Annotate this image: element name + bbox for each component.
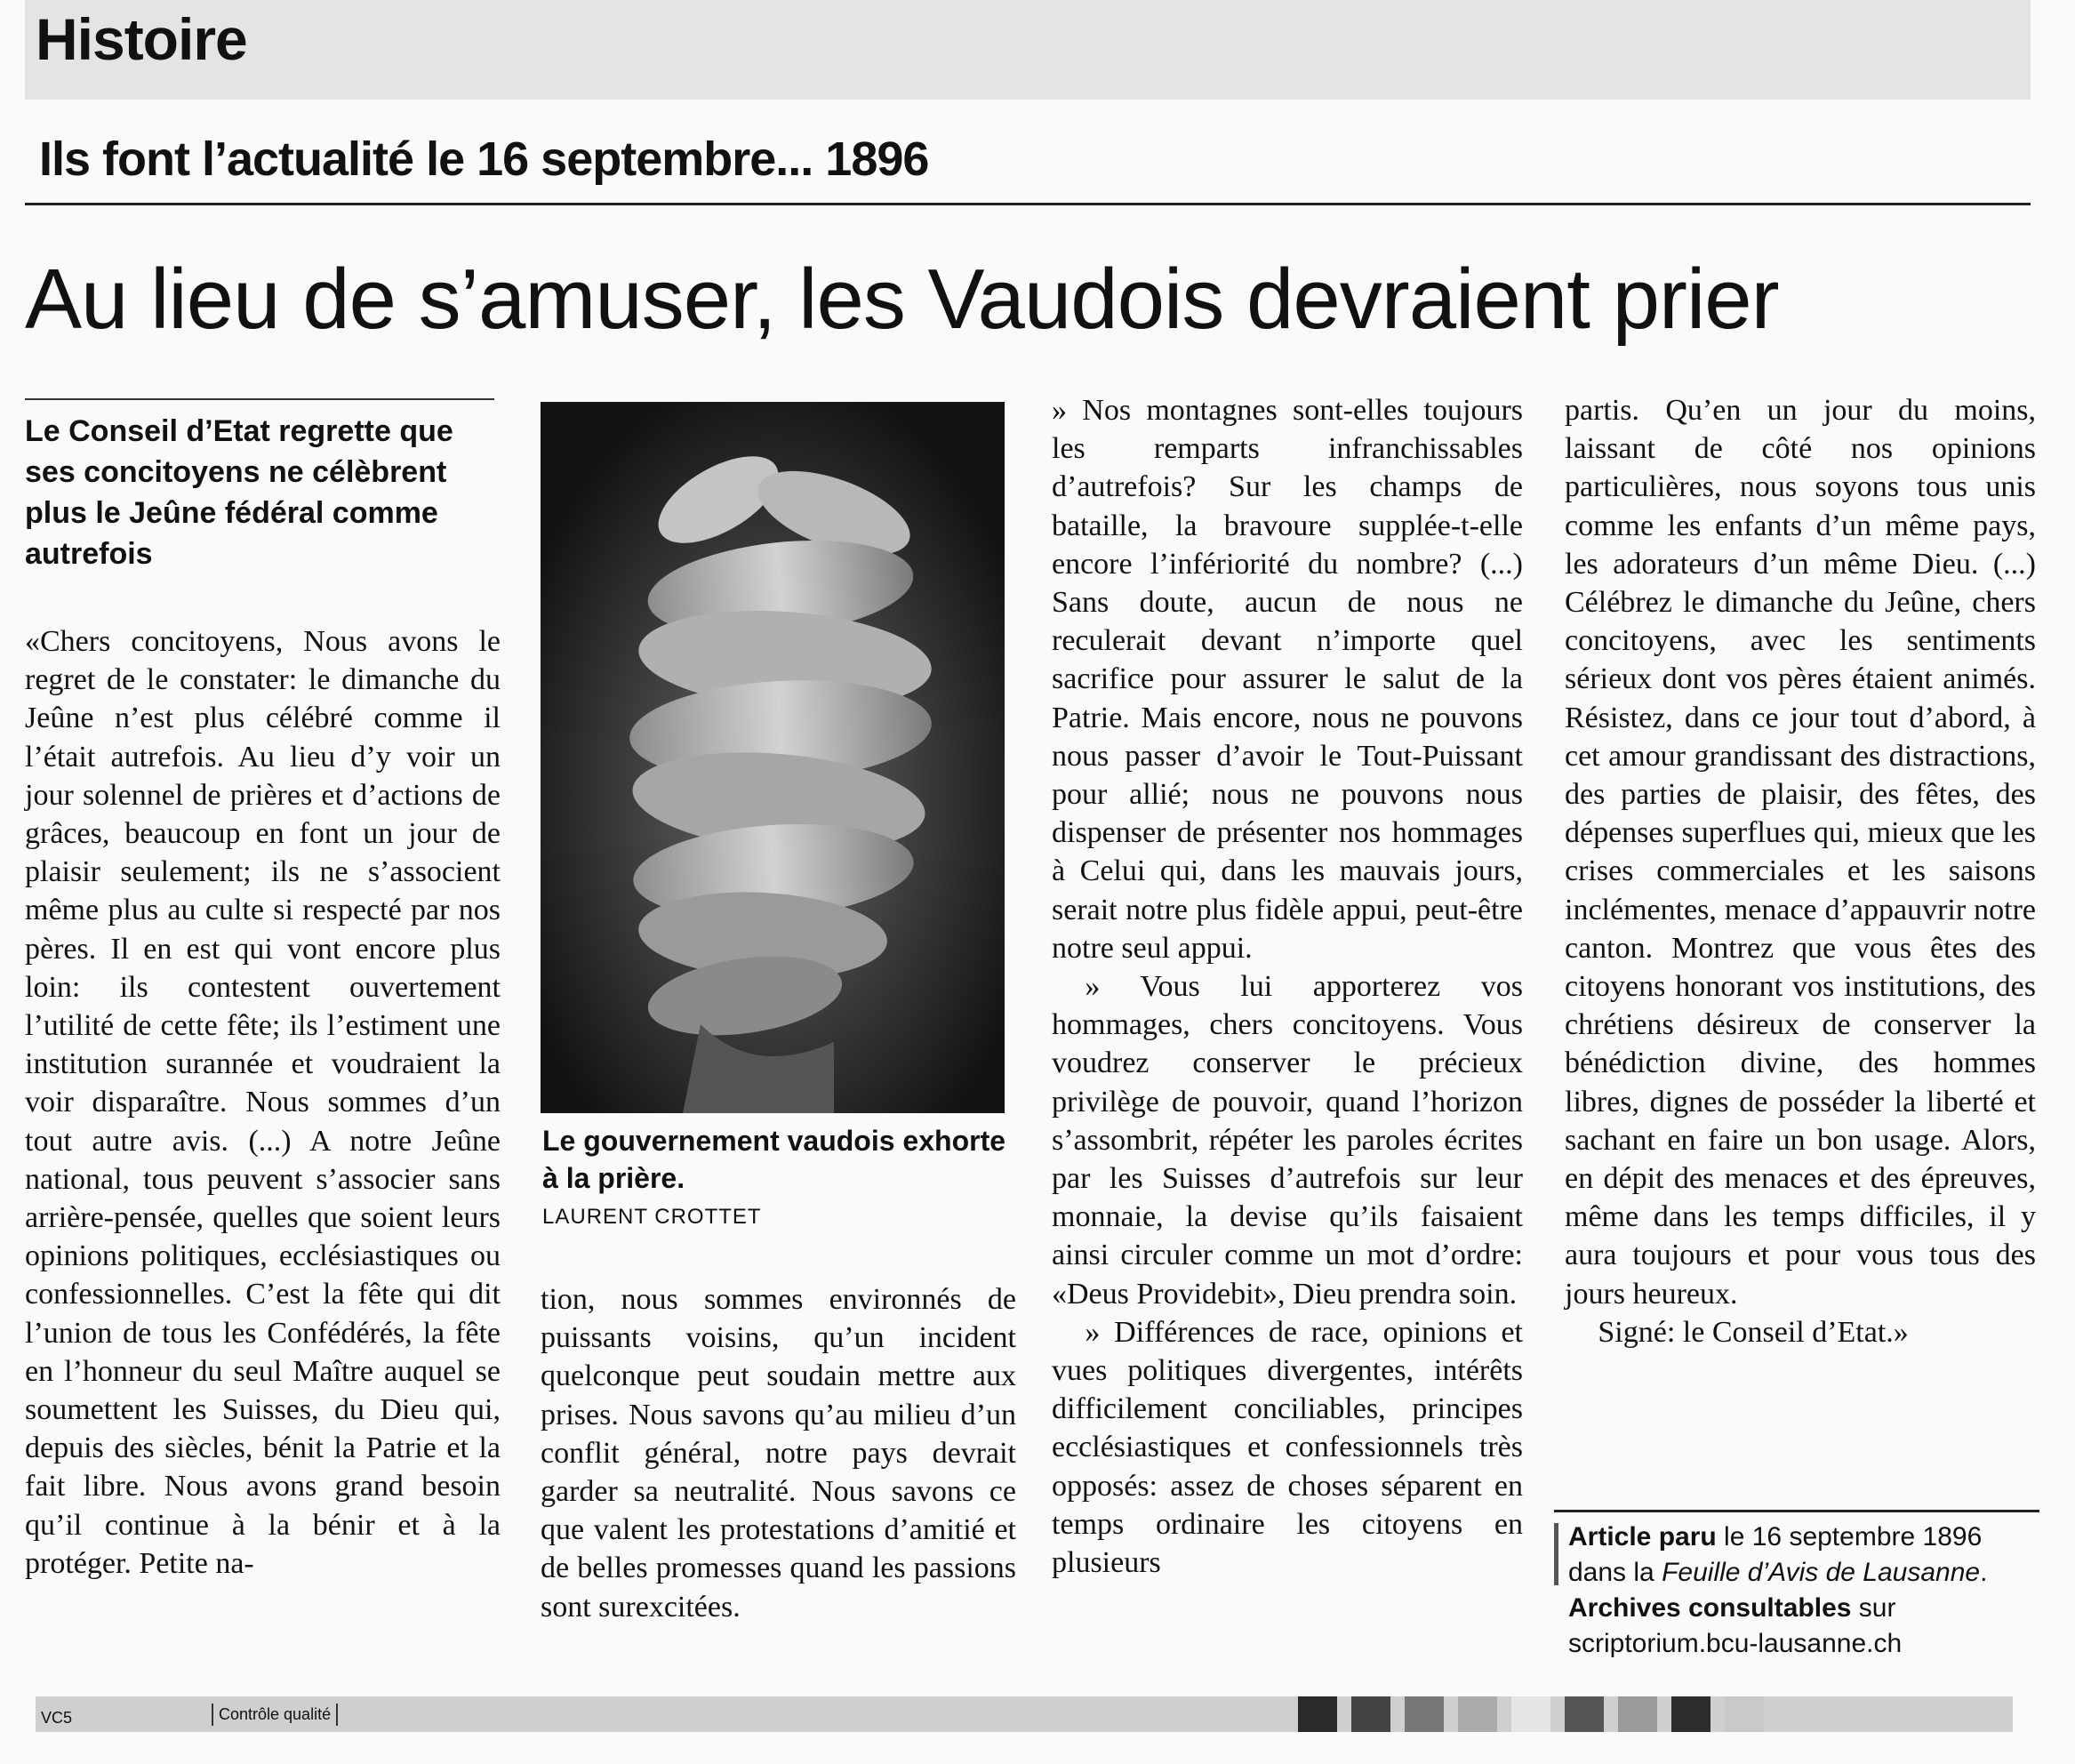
signature: Signé: le Conseil d’Etat.» (1598, 1315, 1909, 1349)
paragraph: » Vous lui apporterez vos hommages, chers concitoyens. Vous voudrez conserver le précieux privilège de pouvoir, quand l’horizon s’assombrit, répéter les paroles écrites par les Suisses d’autrefois sur leur monnaie, la devise qu’ils faisaient ainsi circuler comme un mot d’ordre: «Deus Providebit», Dieu prendra soin. (1052, 970, 1523, 1311)
source-text: le 16 septembre 1896 dans la (1568, 1522, 1983, 1587)
top-rule (25, 203, 2031, 205)
footer-swatch (1671, 1696, 1710, 1732)
footer-swatch (1725, 1696, 1764, 1732)
article-column-3 (1052, 391, 1523, 1582)
footer-code: VC5 (41, 1709, 73, 1727)
kicker: Ils font l’actualité le 16 septembre... 1896 (39, 132, 929, 186)
lede: Le Conseil d’Etat regrette que ses concitoyens ne célèbrent plus le Jeûne fédéral comme autrefois (25, 414, 453, 571)
headline: Au lieu de s’amuser, les Vaudois devraient prier (25, 252, 1779, 347)
source-url: sur scriptorium.bcu-lausanne.ch (1568, 1593, 1903, 1658)
paragraph: » Différences de race, opinions et vues politiques divergentes, intérêts difficilement conciliables, principes ecclésiastiques et confessionnels très opposés: assez de choses séparent en temps ordinaire les citoyens en plusieurs (1052, 1315, 1523, 1580)
source-label-archives: Archives consultables (1568, 1593, 1852, 1623)
footer-swatch (1298, 1696, 1337, 1732)
section-title: Histoire (36, 6, 247, 72)
source-text: . (1980, 1558, 1988, 1587)
paragraph: partis. Qu’en un jour du moins, laissant de côté nos opinions particulières, nous soyons tous unis comme les enfants d’un même pays, les adorateurs d’un même Dieu. (...) Célébrez le dimanche du Jeûne, chers concitoyens, avec les sentiments sérieux dont vos pères étaient animés. Résistez, dans ce jour tout d’abord, à cet amour grandissant des distractions, des parties de plaisir, des fêtes, des dépenses superflues qui, mieux que les crises commerciales et les saisons inclémentes, menace d’appauvrir notre canton. Montrez que vous êtes des citoyens honorant vos institutions, des chrétiens désireux de conserver la bénédiction divine, des hommes libres, dignes de posséder la liberté et sachant en faire un bon usage. Alors, en dépit des menaces et des épreuves, même dans les temps difficiles, il y aura toujours et pour vous tous des jours heureux. (1565, 394, 2036, 1311)
photo-caption: Le gouvernement vaudois exhorte à la prière. (542, 1125, 1006, 1194)
source-bar (1554, 1523, 1558, 1585)
article-column-4 (1565, 391, 2036, 1351)
footer-swatch (1351, 1696, 1390, 1732)
footer-swatch (1618, 1696, 1657, 1732)
photo-clasped-hands (541, 402, 1005, 1113)
paragraph: «Chers concitoyens, Nous avons le regret de le constater: le dimanche du Jeûne n’est plus célébré comme il l’était autrefois. Au lieu d’y voir un jour solennel de prières et d’actions de grâces, beaucoup en font un jour de plaisir seulement; ils ne s’associent même plus au culte si respecté par nos pères. Il en est qui vont encore plus loin: ils contestent ouvertement l’utilité de cette fête; ils l’estiment une institution surannée et voudraient la voir disparaître. Nous sommes d’un tout autre avis. (...) A notre Jeûne national, tous peuvent s’associer sans arrière-pensée, quelles que soient leurs opinions politiques, ecclésiastiques ou confessionnelles. C’est la fête qui dit l’union de tous les Confédérés, la fête en l’honneur du seul Maître auquel se soumettent les Suisses, du Dieu qui, depuis des siècles, bénit la Patrie et la fait libre. Nous avons grand besoin qu’il continue à la bénir et à la protéger. Petite na- (25, 625, 501, 1580)
photo-credit: LAURENT CROTTET (542, 1205, 762, 1229)
hands-image (541, 402, 1005, 1113)
article-column-2 (541, 1280, 1016, 1626)
lede-rule (25, 398, 494, 400)
footer-swatch (1565, 1696, 1604, 1732)
paragraph: tion, nous sommes environnés de puissants voisins, qu’un incident quelconque peut soudain mettre aux prises. Nous savons qu’au milieu d’un conflit général, notre pays devrait garder sa neutralité. Nous savons ce que valent les protestations d’amitié et de belles promesses quand les passions sont surexcitées. (541, 1283, 1016, 1624)
footer-swatch (1458, 1696, 1497, 1732)
source-box (1554, 1510, 2039, 1662)
section-band (25, 0, 2031, 100)
footer-quality-label: Contrôle qualité (212, 1704, 338, 1726)
paragraph: » Nos montagnes sont-elles toujours les remparts infranchissables d’autrefois? Sur les champs de bataille, la bravoure supplée-t-elle encore l’infériorité du nombre? (...) Sans doute, aucun de nous ne reculerait devant n’importe quel sacrifice pour assurer le salut de la Patrie. Mais encore, nous ne pouvons nous passer d’avoir le Tout-Puissant pour allié; nous ne pouvons nous dispenser de présenter nos hommages à Celui qui, dans les mauvais jours, serait notre plus fidèle appui, peut-être notre seul appui. (1052, 394, 1523, 965)
article-column-1 (25, 622, 501, 1583)
footer-swatch (1405, 1696, 1444, 1732)
source-newspaper: Feuille d’Avis de Lausanne (1662, 1558, 1981, 1587)
footer-swatch (1511, 1696, 1550, 1732)
source-label-article: Article paru (1568, 1522, 1717, 1552)
